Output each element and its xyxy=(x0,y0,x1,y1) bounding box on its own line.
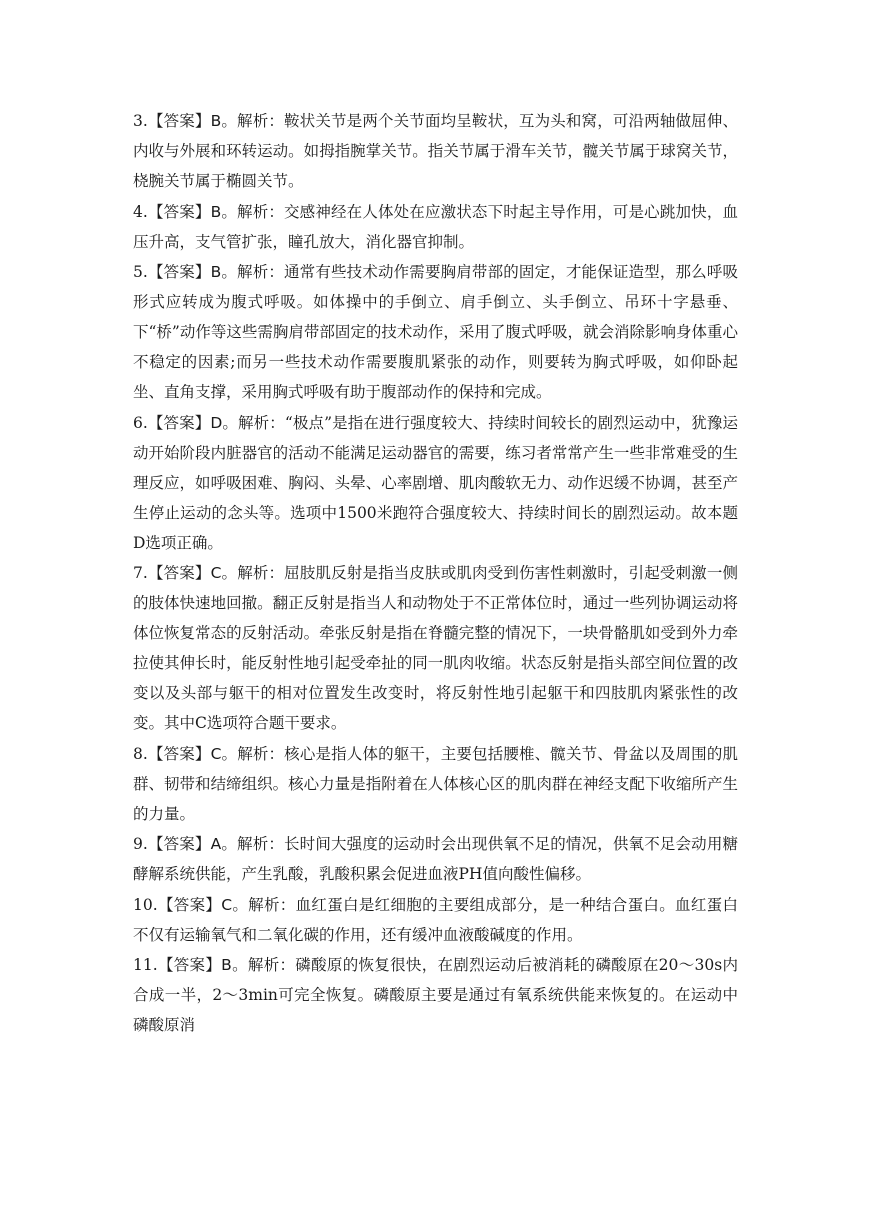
explanation-text: 。解析：长时间大强度的运动时会出现供氧不足的情况，供氧不足会动用糖酵解系统供能，产生乳酸，乳酸积累会促进血液PH值向酸性偏移。 xyxy=(133,835,738,883)
answer-choice: B xyxy=(221,956,232,974)
answer-choice: C xyxy=(221,895,233,914)
answer-entry-7 xyxy=(133,558,738,738)
answer-choice: A xyxy=(210,835,222,853)
answer-label: 【答案】 xyxy=(147,112,211,130)
answer-entry-11 xyxy=(133,950,738,1040)
explanation-text: 。解析：屈肢肌反射是指当皮肤或肌肉受到伤害性刺激时，引起受刺激一侧的肢体快速地回撤。翻正反射是指当人和动物处于不正常体位时，通过一些列协调运动将体位恢复常态的反射活动。牵张反射是指在脊髓完整的情况下，一块骨骼肌如受到外力牵拉使其伸长时，能反射性地引起受牵扯的同一肌肉收缩。状态反射是指头部空间位置的改变以及头部与躯干的相对位置发生改变时，将反射性地引起躯干和四肢肌肉紧张性的改变。其中C选项符合题干要求。 xyxy=(133,564,738,732)
answer-entry-4 xyxy=(133,197,738,257)
question-number: 3. xyxy=(133,112,148,130)
answer-choice: B xyxy=(210,202,222,221)
answer-choice: C xyxy=(210,744,222,763)
answer-label: 【答案】 xyxy=(147,413,211,432)
answer-label: 【答案】 xyxy=(147,835,211,853)
answer-entry-9 xyxy=(133,829,738,889)
question-number: 8. xyxy=(133,744,148,763)
answer-choice: B xyxy=(210,263,222,281)
answer-choice: D xyxy=(210,413,223,432)
answer-label: 【答案】 xyxy=(157,956,222,974)
explanation-text: 。解析：“极点”是指在进行强度较大、持续时间较长的剧烈运动中，犹豫运动开始阶段内脏器官的活动不能满足运动器官的需要，练习者常常产生一些非常难受的生理反应，如呼吸困难、胸闷、头晕、心率剧增、肌肉酸软无力、动作迟缓不协调，甚至产生停止运动的念头等。选项中1500米跑符合强度较大、持续时间长的剧烈运动。故本题D选项正确。 xyxy=(133,413,738,552)
answer-choice: B xyxy=(210,112,222,130)
question-number: 10. xyxy=(133,895,158,914)
answer-entry-10 xyxy=(133,890,738,950)
explanation-text: 。解析：核心是指人体的躯干，主要包括腰椎、髋关节、骨盆以及周围的肌群、韧带和结缔组织。核心力量是指附着在人体核心区的肌肉群在神经支配下收缩所产生的力量。 xyxy=(133,744,738,823)
question-number: 11. xyxy=(133,956,158,974)
answer-label: 【答案】 xyxy=(147,202,211,221)
answer-entry-5 xyxy=(133,257,738,407)
explanation-text: 。解析：鞍状关节是两个关节面均呈鞍状，互为头和窝，可沿两轴做屈伸、内收与外展和环转运动。如拇指腕掌关节。指关节属于滑车关节，髋关节属于球窝关节，桡腕关节属于椭圆关节。 xyxy=(133,112,738,190)
answer-label: 【答案】 xyxy=(147,744,211,763)
answer-entry-6 xyxy=(133,408,738,558)
question-number: 4. xyxy=(133,202,148,221)
answer-choice: C xyxy=(210,564,222,582)
question-number: 9. xyxy=(133,835,148,853)
question-number: 5. xyxy=(133,263,148,281)
explanation-text: 。解析：血红蛋白是红细胞的主要组成部分，是一种结合蛋白。血红蛋白不仅有运输氧气和二氧化碳的作用，还有缓冲血液酸碱度的作用。 xyxy=(133,895,738,944)
answer-label: 【答案】 xyxy=(147,263,211,281)
answer-entry-8 xyxy=(133,739,738,829)
answer-explanations xyxy=(133,106,738,1041)
answer-label: 【答案】 xyxy=(157,895,222,914)
answer-entry-3 xyxy=(133,106,738,196)
explanation-text: 。解析：交感神经在人体处在应激状态下时起主导作用，可是心跳加快，血压升高，支气管扩张，瞳孔放大，消化器官抑制。 xyxy=(133,202,738,251)
answer-label: 【答案】 xyxy=(147,564,211,582)
question-number: 6. xyxy=(133,413,148,432)
explanation-text: 。解析：磷酸原的恢复很快，在剧烈运动后被消耗的磷酸原在20～30s内合成一半，2～3min可完全恢复。磷酸原主要是通过有氧系统供能来恢复的。在运动中磷酸原消 xyxy=(133,956,738,1034)
question-number: 7. xyxy=(133,564,148,582)
explanation-text: 。解析：通常有些技术动作需要胸肩带部的固定，才能保证造型，那么呼吸形式应转成为腹式呼吸。如体操中的手倒立、肩手倒立、头手倒立、吊环十字悬垂、下“桥”动作等这些需胸肩带部固定的技术动作，采用了腹式呼吸，就会消除影响身体重心不稳定的因素;而另一些技术动作需要腹肌紧张的动作，则要转为胸式呼吸，如仰卧起坐、直角支撑，采用胸式呼吸有助于腹部动作的保持和完成。 xyxy=(133,263,738,401)
